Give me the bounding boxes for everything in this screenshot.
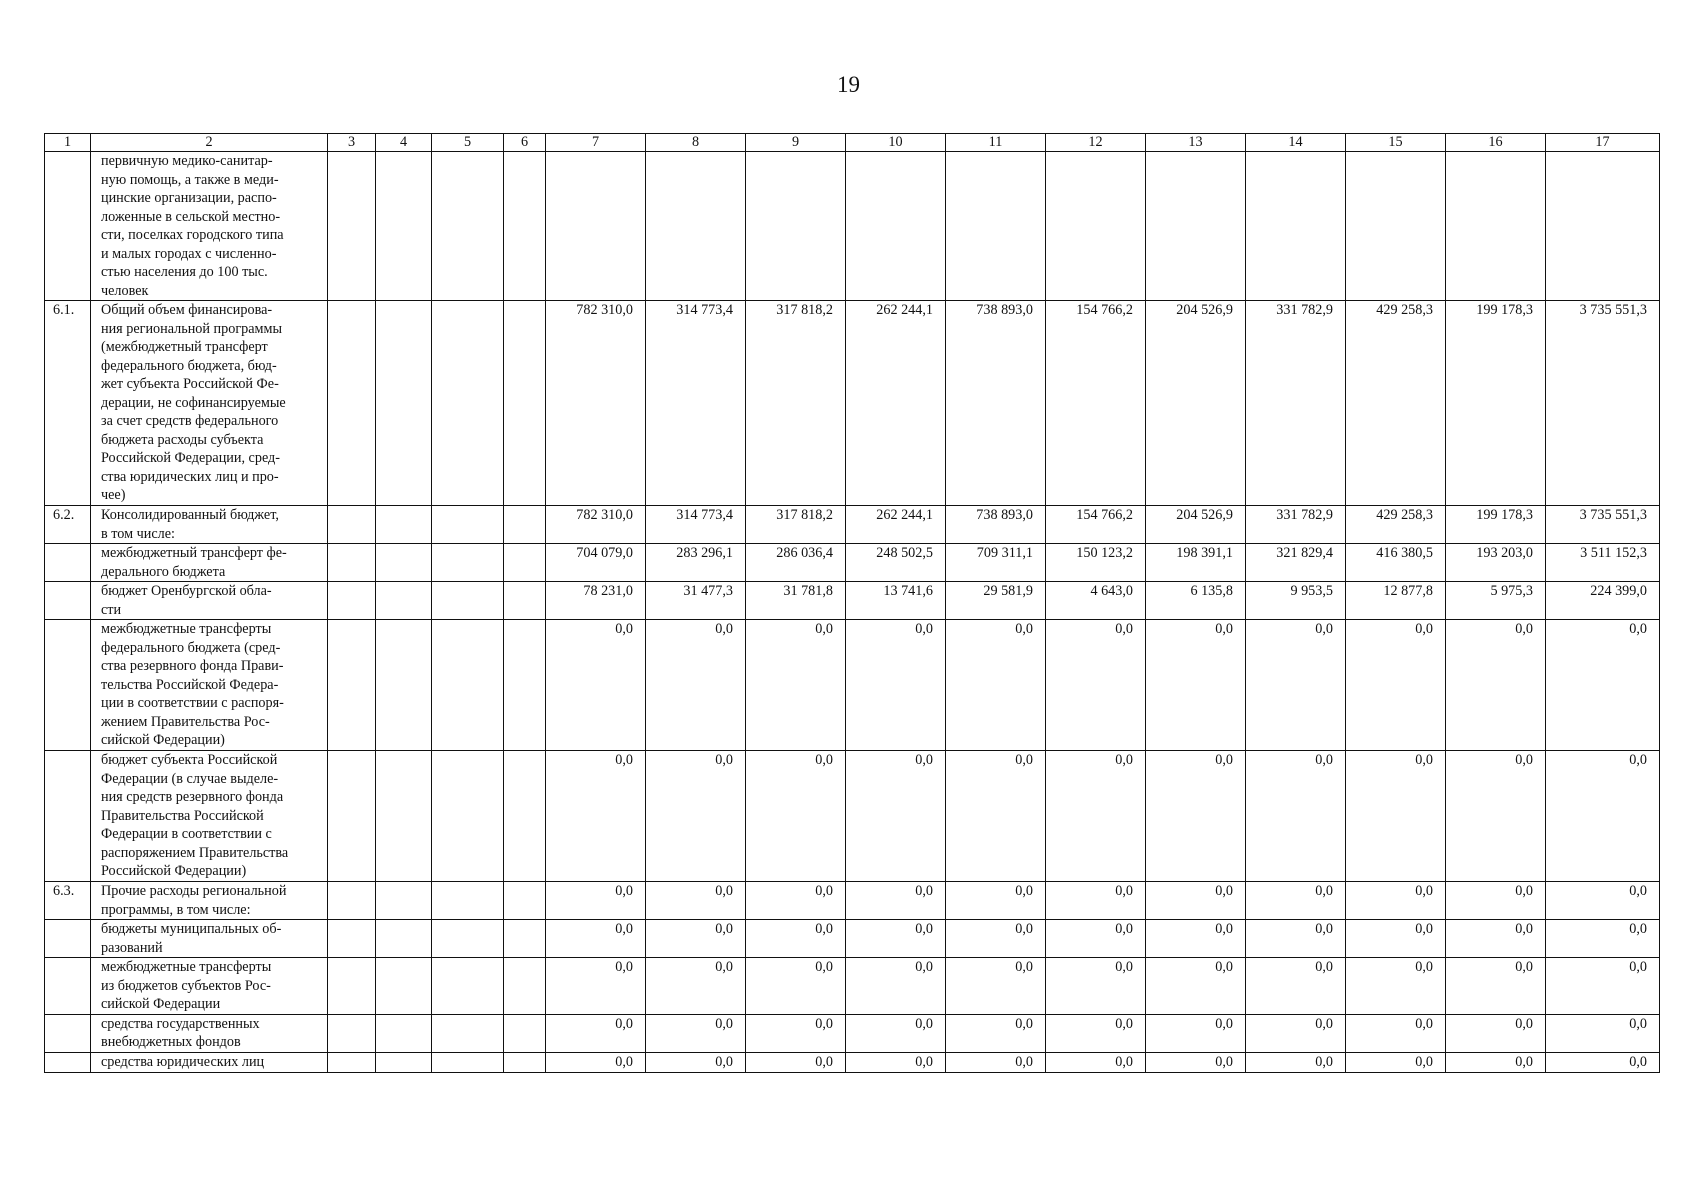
column-number-header: 10: [846, 134, 946, 152]
column-number-header: 1: [45, 134, 91, 152]
value-cell: 0,0: [1146, 1014, 1246, 1052]
row-label: межбюджетный трансферт фе- дерального бюджета: [101, 545, 287, 580]
empty-cell: [432, 751, 504, 882]
empty-cell: [432, 882, 504, 920]
empty-cell: [432, 1014, 504, 1052]
column-number-header: 11: [946, 134, 1046, 152]
table-row: [45, 958, 1660, 1015]
value-cell: 154 766,2: [1046, 301, 1146, 506]
value-cell: 0,0: [1146, 751, 1246, 882]
row-label-cell: [91, 882, 328, 920]
column-number-header: 17: [1546, 134, 1660, 152]
value-cell: 0,0: [846, 958, 946, 1015]
value-cell: 0,0: [946, 958, 1046, 1015]
value-cell: 429 258,3: [1346, 301, 1446, 506]
column-number-header: 4: [376, 134, 432, 152]
value-cell: [1246, 152, 1346, 301]
column-number-row: [45, 134, 1660, 152]
value-cell: 0,0: [1546, 958, 1660, 1015]
row-code: 6.2.: [45, 506, 91, 544]
value-cell: 4 643,0: [1046, 582, 1146, 620]
value-cell: 0,0: [1046, 1014, 1146, 1052]
value-cell: 709 311,1: [946, 544, 1046, 582]
column-number-header: 5: [432, 134, 504, 152]
empty-cell: [376, 1014, 432, 1052]
value-cell: 782 310,0: [546, 506, 646, 544]
value-cell: 0,0: [1446, 1014, 1546, 1052]
value-cell: 0,0: [1146, 620, 1246, 751]
row-code: [45, 152, 91, 301]
empty-cell: [504, 920, 546, 958]
empty-cell: [376, 1052, 432, 1072]
empty-cell: [376, 920, 432, 958]
value-cell: 150 123,2: [1046, 544, 1146, 582]
empty-cell: [432, 506, 504, 544]
table-row: [45, 751, 1660, 882]
page-number: 19: [837, 72, 860, 97]
row-code: [45, 620, 91, 751]
empty-cell: [328, 958, 376, 1015]
value-cell: 0,0: [946, 1014, 1046, 1052]
value-cell: 0,0: [1546, 620, 1660, 751]
value-cell: 0,0: [846, 920, 946, 958]
column-number-header: 12: [1046, 134, 1146, 152]
value-cell: 0,0: [1446, 958, 1546, 1015]
table-row: [45, 582, 1660, 620]
value-cell: 0,0: [746, 920, 846, 958]
value-cell: 0,0: [646, 1052, 746, 1072]
empty-cell: [328, 301, 376, 506]
value-cell: 0,0: [646, 882, 746, 920]
value-cell: 0,0: [1346, 1014, 1446, 1052]
empty-cell: [432, 958, 504, 1015]
row-label: межбюджетные трансферты из бюджетов субъектов Рос- сийской Федерации: [101, 959, 272, 1012]
empty-cell: [432, 620, 504, 751]
value-cell: 317 818,2: [746, 301, 846, 506]
value-cell: 13 741,6: [846, 582, 946, 620]
row-label-cell: [91, 506, 328, 544]
value-cell: 0,0: [1346, 751, 1446, 882]
value-cell: 0,0: [846, 1014, 946, 1052]
column-number-header: 13: [1146, 134, 1246, 152]
column-number-header: 2: [91, 134, 328, 152]
value-cell: 0,0: [746, 620, 846, 751]
empty-cell: [504, 301, 546, 506]
value-cell: 0,0: [1046, 920, 1146, 958]
value-cell: 0,0: [746, 1014, 846, 1052]
value-cell: 0,0: [946, 920, 1046, 958]
value-cell: 0,0: [1046, 620, 1146, 751]
row-code: [45, 920, 91, 958]
value-cell: 199 178,3: [1446, 506, 1546, 544]
value-cell: 0,0: [546, 958, 646, 1015]
value-cell: 0,0: [846, 1052, 946, 1072]
value-cell: 0,0: [746, 1052, 846, 1072]
table-row: [45, 920, 1660, 958]
value-cell: [646, 152, 746, 301]
value-cell: 314 773,4: [646, 506, 746, 544]
row-label: средства юридических лиц: [101, 1053, 265, 1070]
row-code: [45, 1014, 91, 1052]
row-label-cell: [91, 1014, 328, 1052]
column-number-header: 8: [646, 134, 746, 152]
value-cell: 429 258,3: [1346, 506, 1446, 544]
empty-cell: [504, 620, 546, 751]
value-cell: 0,0: [1446, 882, 1546, 920]
value-cell: 6 135,8: [1146, 582, 1246, 620]
value-cell: 0,0: [746, 751, 846, 882]
empty-cell: [376, 958, 432, 1015]
row-label-cell: [91, 544, 328, 582]
empty-cell: [328, 882, 376, 920]
value-cell: 0,0: [646, 751, 746, 882]
value-cell: 0,0: [1546, 751, 1660, 882]
value-cell: 0,0: [1546, 882, 1660, 920]
value-cell: 704 079,0: [546, 544, 646, 582]
value-cell: 331 782,9: [1246, 506, 1346, 544]
empty-cell: [376, 301, 432, 506]
value-cell: 0,0: [646, 1014, 746, 1052]
row-label-cell: [91, 1052, 328, 1072]
value-cell: 12 877,8: [1346, 582, 1446, 620]
value-cell: 321 829,4: [1246, 544, 1346, 582]
value-cell: 0,0: [1346, 620, 1446, 751]
value-cell: 5 975,3: [1446, 582, 1546, 620]
value-cell: 0,0: [1346, 1052, 1446, 1072]
value-cell: 248 502,5: [846, 544, 946, 582]
row-label-cell: [91, 751, 328, 882]
value-cell: 204 526,9: [1146, 301, 1246, 506]
value-cell: 0,0: [546, 620, 646, 751]
value-cell: 0,0: [1146, 920, 1246, 958]
empty-cell: [376, 152, 432, 301]
value-cell: 0,0: [1546, 1014, 1660, 1052]
empty-cell: [376, 620, 432, 751]
row-label-cell: [91, 620, 328, 751]
value-cell: 154 766,2: [1046, 506, 1146, 544]
value-cell: 0,0: [746, 958, 846, 1015]
value-cell: [846, 152, 946, 301]
empty-cell: [504, 582, 546, 620]
value-cell: 331 782,9: [1246, 301, 1346, 506]
value-cell: 0,0: [1246, 1052, 1346, 1072]
value-cell: 0,0: [546, 882, 646, 920]
value-cell: 224 399,0: [1546, 582, 1660, 620]
value-cell: 317 818,2: [746, 506, 846, 544]
value-cell: 0,0: [1346, 920, 1446, 958]
value-cell: 0,0: [946, 620, 1046, 751]
table-row: [45, 544, 1660, 582]
empty-cell: [504, 544, 546, 582]
table-row: [45, 1052, 1660, 1072]
empty-cell: [432, 544, 504, 582]
value-cell: 286 036,4: [746, 544, 846, 582]
value-cell: 0,0: [646, 920, 746, 958]
empty-cell: [376, 544, 432, 582]
value-cell: 0,0: [946, 882, 1046, 920]
value-cell: 0,0: [1246, 882, 1346, 920]
row-code: [45, 544, 91, 582]
table-row: [45, 506, 1660, 544]
column-number-header: 3: [328, 134, 376, 152]
value-cell: 9 953,5: [1246, 582, 1346, 620]
value-cell: 0,0: [1546, 920, 1660, 958]
value-cell: 0,0: [646, 958, 746, 1015]
value-cell: [1446, 152, 1546, 301]
financing-table: [44, 133, 1660, 1073]
column-number-header: 7: [546, 134, 646, 152]
empty-cell: [504, 506, 546, 544]
empty-cell: [432, 152, 504, 301]
column-number-header: 15: [1346, 134, 1446, 152]
value-cell: 0,0: [646, 620, 746, 751]
value-cell: 0,0: [1046, 958, 1146, 1015]
value-cell: 0,0: [1046, 751, 1146, 882]
row-code: 6.3.: [45, 882, 91, 920]
value-cell: 31 781,8: [746, 582, 846, 620]
value-cell: 0,0: [1446, 751, 1546, 882]
value-cell: 0,0: [546, 1052, 646, 1072]
empty-cell: [432, 301, 504, 506]
value-cell: 0,0: [846, 751, 946, 882]
row-label-cell: [91, 582, 328, 620]
value-cell: 0,0: [946, 751, 1046, 882]
table-body: [45, 134, 1660, 1073]
empty-cell: [376, 751, 432, 882]
row-code: [45, 958, 91, 1015]
column-number-header: 16: [1446, 134, 1546, 152]
value-cell: 3 735 551,3: [1546, 301, 1660, 506]
value-cell: [746, 152, 846, 301]
table-row: [45, 152, 1660, 301]
empty-cell: [432, 582, 504, 620]
value-cell: 198 391,1: [1146, 544, 1246, 582]
value-cell: 0,0: [1246, 920, 1346, 958]
row-code: [45, 582, 91, 620]
value-cell: 416 380,5: [1346, 544, 1446, 582]
column-number-header: 9: [746, 134, 846, 152]
value-cell: 738 893,0: [946, 506, 1046, 544]
value-cell: 0,0: [1146, 1052, 1246, 1072]
value-cell: 314 773,4: [646, 301, 746, 506]
value-cell: [1046, 152, 1146, 301]
row-label: бюджет Оренбургской обла- сти: [101, 583, 272, 618]
value-cell: 193 203,0: [1446, 544, 1546, 582]
value-cell: 78 231,0: [546, 582, 646, 620]
value-cell: 0,0: [1246, 1014, 1346, 1052]
table-row: [45, 301, 1660, 506]
row-label-cell: [91, 920, 328, 958]
table-row: [45, 882, 1660, 920]
row-label: межбюджетные трансферты федерального бюджета (сред- ства резервного фонда Прави- тельства Российской Федера- ции в соответствии с распоря- жением Правительства Рос- сийской Федерации): [101, 621, 284, 748]
empty-cell: [504, 751, 546, 882]
row-label: средства государственных внебюджетных фондов: [101, 1015, 260, 1050]
value-cell: [546, 152, 646, 301]
empty-cell: [432, 1052, 504, 1072]
empty-cell: [328, 620, 376, 751]
empty-cell: [376, 582, 432, 620]
empty-cell: [328, 152, 376, 301]
empty-cell: [504, 1052, 546, 1072]
table-row: [45, 620, 1660, 751]
value-cell: 0,0: [946, 1052, 1046, 1072]
value-cell: 0,0: [846, 620, 946, 751]
value-cell: [1546, 152, 1660, 301]
value-cell: 0,0: [1146, 958, 1246, 1015]
empty-cell: [376, 506, 432, 544]
empty-cell: [328, 751, 376, 882]
value-cell: 199 178,3: [1446, 301, 1546, 506]
row-code: 6.1.: [45, 301, 91, 506]
table-row: [45, 1014, 1660, 1052]
value-cell: 0,0: [1446, 1052, 1546, 1072]
value-cell: 0,0: [546, 1014, 646, 1052]
value-cell: 0,0: [1346, 882, 1446, 920]
value-cell: 262 244,1: [846, 301, 946, 506]
empty-cell: [328, 920, 376, 958]
value-cell: 738 893,0: [946, 301, 1046, 506]
value-cell: 0,0: [746, 882, 846, 920]
empty-cell: [432, 920, 504, 958]
value-cell: 0,0: [1246, 620, 1346, 751]
empty-cell: [328, 582, 376, 620]
value-cell: 0,0: [1546, 1052, 1660, 1072]
value-cell: 0,0: [546, 751, 646, 882]
value-cell: 0,0: [846, 882, 946, 920]
value-cell: 0,0: [1346, 958, 1446, 1015]
empty-cell: [504, 882, 546, 920]
value-cell: [1146, 152, 1246, 301]
value-cell: 0,0: [1046, 882, 1146, 920]
row-label: бюджеты муниципальных об- разований: [101, 921, 282, 956]
column-number-header: 14: [1246, 134, 1346, 152]
empty-cell: [328, 544, 376, 582]
value-cell: 0,0: [1246, 751, 1346, 882]
empty-cell: [504, 152, 546, 301]
value-cell: 0,0: [1246, 958, 1346, 1015]
value-cell: [946, 152, 1046, 301]
row-code: [45, 1052, 91, 1072]
row-label: бюджет субъекта Российской Федерации (в случае выделе- ния средств резервного фонда Правительства Российской Федерации в соответствии с распоряжением Правительства Российской Федерации): [101, 752, 289, 879]
value-cell: 29 581,9: [946, 582, 1046, 620]
value-cell: 3 735 551,3: [1546, 506, 1660, 544]
value-cell: 262 244,1: [846, 506, 946, 544]
row-label-cell: [91, 301, 328, 506]
empty-cell: [376, 882, 432, 920]
row-code: [45, 751, 91, 882]
row-label-cell: [91, 152, 328, 301]
value-cell: 204 526,9: [1146, 506, 1246, 544]
row-label: Консолидированный бюджет, в том числе:: [101, 507, 279, 542]
value-cell: 31 477,3: [646, 582, 746, 620]
empty-cell: [328, 1014, 376, 1052]
column-number-header: 6: [504, 134, 546, 152]
value-cell: 283 296,1: [646, 544, 746, 582]
value-cell: 0,0: [1446, 920, 1546, 958]
value-cell: 782 310,0: [546, 301, 646, 506]
value-cell: 0,0: [1046, 1052, 1146, 1072]
row-label: Общий объем финансирова- ния региональной программы (межбюджетный трансферт федерального бюджета, бюд- жет субъекта Российской Фе- дерации, не софинансируемые за счет средств федерального бюджета расходы субъекта Российской Федерации, сред- ства юридических лиц и про- чее): [101, 302, 286, 503]
empty-cell: [328, 1052, 376, 1072]
row-label: первичную медико-санитар- ную помощь, а также в меди- цинские организации, распо- ложенные в сельской местно- сти, поселках городского типа и малых городах с численно- стью населения до 100 тыс. человек: [101, 153, 284, 299]
value-cell: 0,0: [546, 920, 646, 958]
row-label: Прочие расходы региональной программы, в том числе:: [101, 883, 287, 918]
empty-cell: [328, 506, 376, 544]
value-cell: 3 511 152,3: [1546, 544, 1660, 582]
row-label-cell: [91, 958, 328, 1015]
value-cell: [1346, 152, 1446, 301]
empty-cell: [504, 1014, 546, 1052]
empty-cell: [504, 958, 546, 1015]
value-cell: 0,0: [1446, 620, 1546, 751]
value-cell: 0,0: [1146, 882, 1246, 920]
